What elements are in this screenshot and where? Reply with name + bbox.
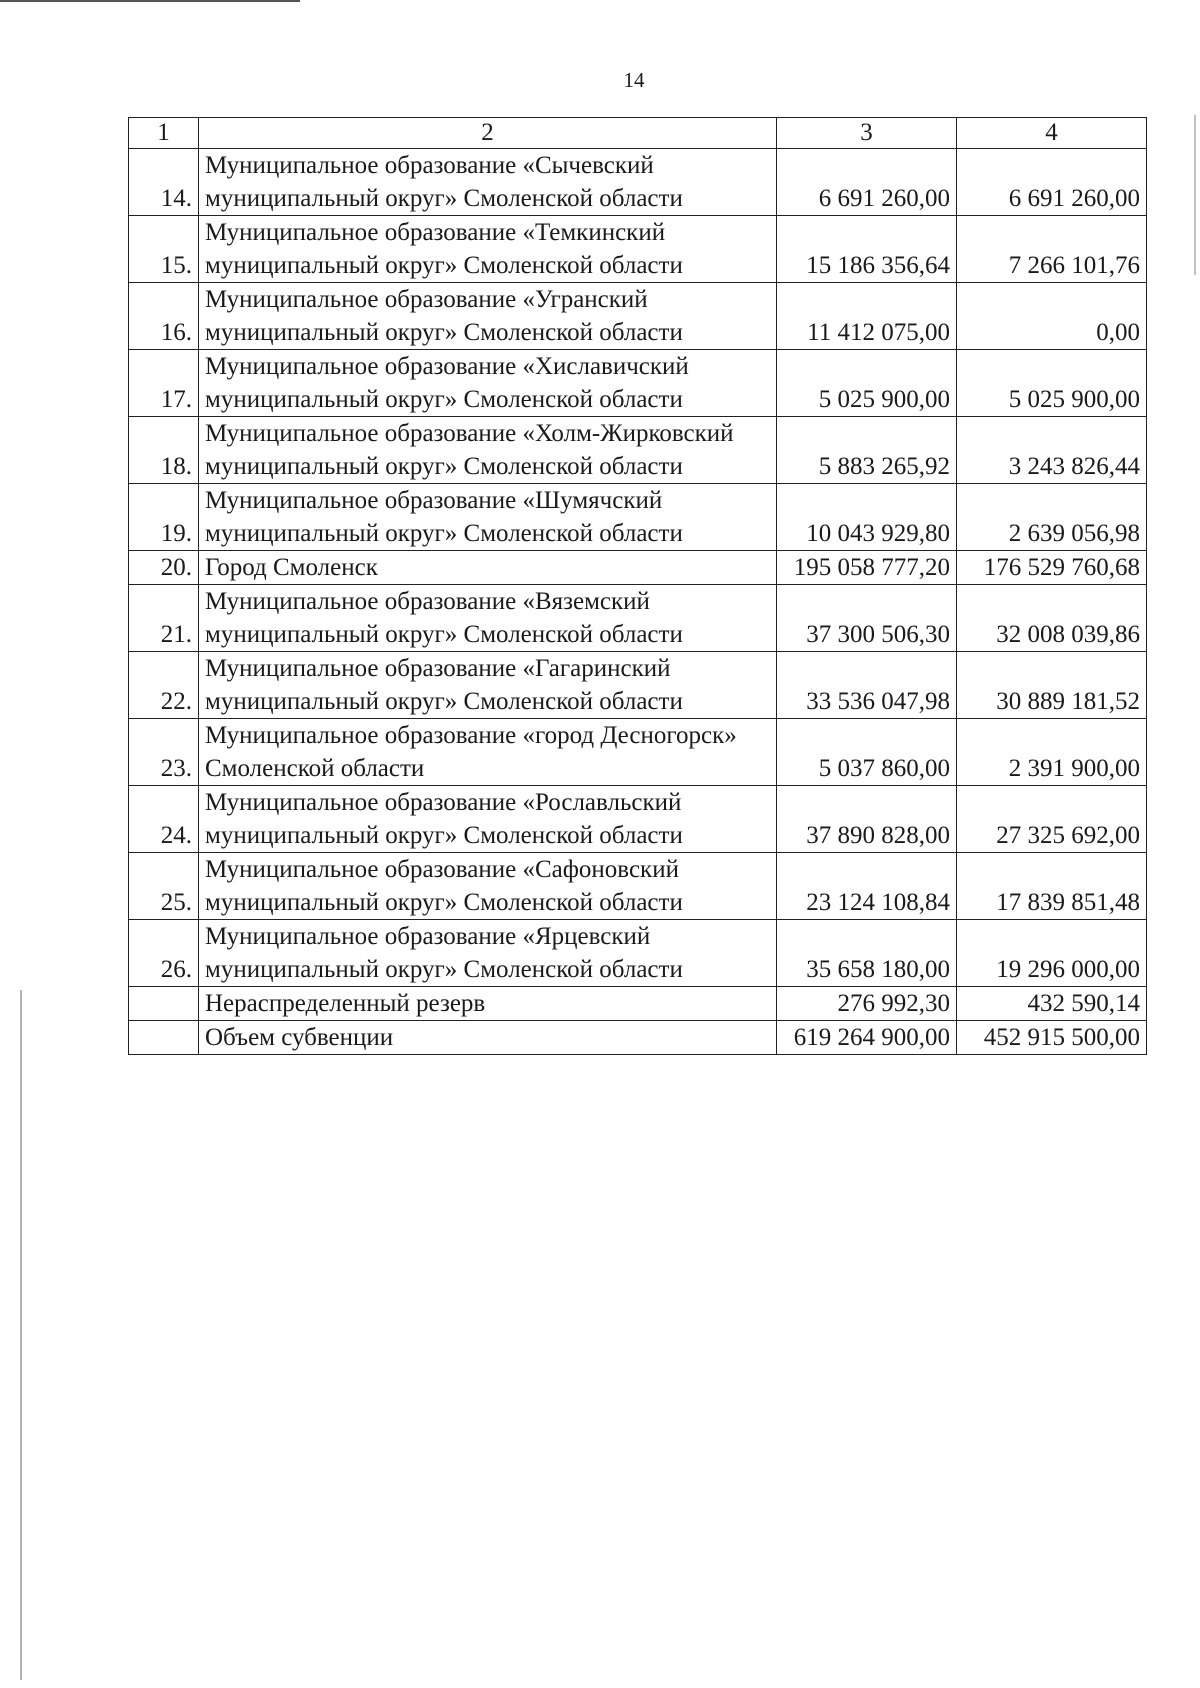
page-number: 14 <box>623 68 645 92</box>
table-row <box>129 149 1147 216</box>
row-value-col3: 5 883 265,92 <box>777 417 957 484</box>
row-value-col3: 23 124 108,84 <box>777 853 957 920</box>
table-header-row <box>129 118 1147 149</box>
table-row <box>129 417 1147 484</box>
row-name: Муниципальное образование «Угранский муниципальный округ» Смоленской области <box>199 283 777 350</box>
table-row <box>129 216 1147 283</box>
row-value-col4: 3 243 826,44 <box>957 417 1147 484</box>
table-row <box>129 920 1147 987</box>
row-value-col3: 5 025 900,00 <box>777 350 957 417</box>
row-name: Муниципальное образование «Сафоновский муниципальный округ» Смоленской области <box>199 853 777 920</box>
row-value-col3: 37 300 506,30 <box>777 585 957 652</box>
row-number: 22. <box>129 652 199 719</box>
row-value-col3: 33 536 047,98 <box>777 652 957 719</box>
row-number: 23. <box>129 719 199 786</box>
row-number: 19. <box>129 484 199 551</box>
table-row <box>129 719 1147 786</box>
table-row <box>129 350 1147 417</box>
table-row <box>129 853 1147 920</box>
row-value-col4: 30 889 181,52 <box>957 652 1147 719</box>
row-name: Муниципальное образование «Вяземский муниципальный округ» Смоленской области <box>199 585 777 652</box>
row-number: 15. <box>129 216 199 283</box>
row-value-col3: 6 691 260,00 <box>777 149 957 216</box>
row-name: Муниципальное образование «Холм-Жирковский муниципальный округ» Смоленской области <box>199 417 777 484</box>
scan-edge-top <box>0 0 300 2</box>
row-value-col3: 11 412 075,00 <box>777 283 957 350</box>
table-row <box>129 987 1147 1021</box>
row-value-col4: 27 325 692,00 <box>957 786 1147 853</box>
row-number: 25. <box>129 853 199 920</box>
table-row <box>129 786 1147 853</box>
table-row <box>129 1021 1147 1055</box>
table-row <box>129 551 1147 585</box>
row-value-col4: 17 839 851,48 <box>957 853 1147 920</box>
row-value-col4: 32 008 039,86 <box>957 585 1147 652</box>
row-value-col4: 6 691 260,00 <box>957 149 1147 216</box>
header-col-4: 4 <box>957 118 1147 149</box>
row-number: 20. <box>129 551 199 585</box>
table-row <box>129 283 1147 350</box>
row-number: 14. <box>129 149 199 216</box>
row-name: Объем субвенции <box>199 1021 777 1055</box>
row-value-col4: 2 639 056,98 <box>957 484 1147 551</box>
table-row <box>129 484 1147 551</box>
row-value-col4: 0,00 <box>957 283 1147 350</box>
row-number: 24. <box>129 786 199 853</box>
row-name: Муниципальное образование «Сычевский муниципальный округ» Смоленской области <box>199 149 777 216</box>
row-value-col4: 452 915 500,00 <box>957 1021 1147 1055</box>
row-name: Муниципальное образование «город Десногорск» Смоленской области <box>199 719 777 786</box>
row-number: 21. <box>129 585 199 652</box>
header-col-1: 1 <box>129 118 199 149</box>
row-value-col4: 432 590,14 <box>957 987 1147 1021</box>
row-value-col3: 195 058 777,20 <box>777 551 957 585</box>
row-name: Муниципальное образование «Рославльский муниципальный округ» Смоленской области <box>199 786 777 853</box>
row-value-col3: 15 186 356,64 <box>777 216 957 283</box>
row-number: 18. <box>129 417 199 484</box>
table-row <box>129 585 1147 652</box>
row-name: Муниципальное образование «Шумячский муниципальный округ» Смоленской области <box>199 484 777 551</box>
row-number: 17. <box>129 350 199 417</box>
row-number: 26. <box>129 920 199 987</box>
subvention-table <box>128 117 1147 1055</box>
row-value-col3: 10 043 929,80 <box>777 484 957 551</box>
row-value-col4: 7 266 101,76 <box>957 216 1147 283</box>
row-name: Муниципальное образование «Хиславичский муниципальный округ» Смоленской области <box>199 350 777 417</box>
row-value-col3: 276 992,30 <box>777 987 957 1021</box>
row-name: Город Смоленск <box>199 551 777 585</box>
row-value-col3: 35 658 180,00 <box>777 920 957 987</box>
row-value-col3: 5 037 860,00 <box>777 719 957 786</box>
row-name: Муниципальное образование «Темкинский муниципальный округ» Смоленской области <box>199 216 777 283</box>
row-number <box>129 1021 199 1055</box>
row-value-col4: 19 296 000,00 <box>957 920 1147 987</box>
header-col-3: 3 <box>777 118 957 149</box>
row-value-col3: 37 890 828,00 <box>777 786 957 853</box>
row-number: 16. <box>129 283 199 350</box>
header-col-2: 2 <box>199 118 777 149</box>
row-value-col4: 2 391 900,00 <box>957 719 1147 786</box>
row-value-col3: 619 264 900,00 <box>777 1021 957 1055</box>
row-name: Муниципальное образование «Гагаринский муниципальный округ» Смоленской области <box>199 652 777 719</box>
scan-edge-right <box>1194 115 1196 275</box>
row-value-col4: 176 529 760,68 <box>957 551 1147 585</box>
row-name: Муниципальное образование «Ярцевский муниципальный округ» Смоленской области <box>199 920 777 987</box>
row-value-col4: 5 025 900,00 <box>957 350 1147 417</box>
row-number <box>129 987 199 1021</box>
scan-edge-left <box>20 990 22 1680</box>
table-row <box>129 652 1147 719</box>
row-name: Нераспределенный резерв <box>199 987 777 1021</box>
